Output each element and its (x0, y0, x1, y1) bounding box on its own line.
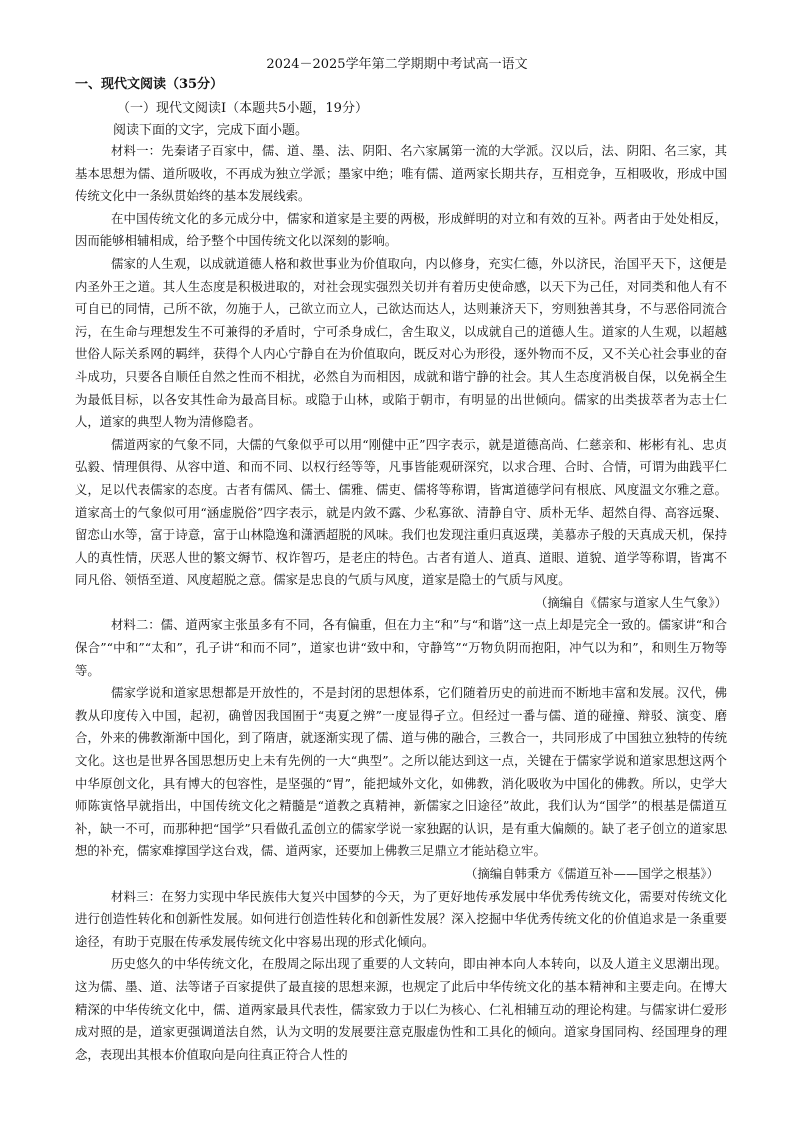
exam-title: 2024－2025学年第二学期期中考试高一语文 (266, 57, 528, 72)
subsection-heading: （一）现代文阅读Ⅰ（本题共5小题，19分） (117, 101, 368, 116)
material3-paragraph-2: 历史悠久的中华传统文化，在殷周之际出现了重要的人文转向，即由神本向人本转向，以及人道主义思潮出现。这为儒、墨、道、法等诸子百家提供了最直接的思想来源，也规定了此后中华传统文化的基本精神和主要走向。在博大精深的中华传统文化中，儒、道两家最具代表性，儒家致力于以仁为核心、仁礼相辅互动的理论构建。与儒家讲仁爱形成对照的是，道家更强调道法自然，认为文明的发展要注意克服虚伪性和工具化的倾向。道家身国同构、经国理身的理念，表现出其根本价值取向是向往真正符合人性的 (75, 956, 727, 1062)
section-heading: 一、现代文阅读（35分） (75, 77, 224, 92)
material1-paragraph-3: 儒家的人生观，以成就道德人格和救世事业为价值取向，内以修身，充实仁德，外以济民，治国平天下，这便是内圣外王之道。其人生态度是积极进取的，对社会现实强烈关切并有着历史使命感，以天下为己任，对同类和他人有不可自已的同情，己所不欲，勿施于人，己欲立而立人，己欲达而达人，达则兼济天下，穷则独善其身，不与恶俗同流合污，在生命与理想发生不可兼得的矛盾时，宁可杀身成仁，舍生取义，以成就自己的道德人生。道家的人生观，以超越世俗人际关系网的羁绊，获得个人内心宁静自在为价值取向，既反对心为形役，逐外物而不反，又不关心社会事业的奋斗成功，只要各自顺任自然之性而不相扰，必然自为而相因，成就和谐宁静的社会。其人生态度消极自保，以免祸全生为最低目标，以各安其性命为最高目标。或隐于山林，或陷于朝市，有明显的出世倾向。儒家的出类拔萃者为志士仁人，道家的典型人物为清修隐者。 (75, 255, 727, 430)
material1-source: （摘编自《儒家与道家人生气象》） (534, 594, 727, 610)
material2-source: （摘编自韩秉方《儒道互补——国学之根基》） (464, 866, 719, 881)
material1-paragraph-2: 在中国传统文化的多元成分中，儒家和道家是主要的两极，形成鲜明的对立和有效的互补。两者由于处处相反，因而能够相辅相成，给予整个中国传统文化以深刻的影响。 (75, 210, 727, 249)
passage-body (75, 140, 727, 1066)
reading-instruction: 阅读下面的文字，完成下面小题。 (113, 123, 309, 138)
material1-paragraph-4: 儒道两家的气象不同，大儒的气象似乎可以用“刚健中正”四字表示，就是道德高尚、仁慈亲和、彬彬有礼、忠贞弘毅、情理俱得、从容中道、和而不同、以权行经等等，凡事皆能观研深究，以求合理、合时、合情，可谓为曲践平仁义，足以代表儒家的态度。古者有儒风、儒士、儒雅、儒吏、儒将等称谓，皆寓道德学问有根底、风度温文尔雅之意。道家高士的气象似可用“涵虚脱俗”四字表示，就是内敛不露、少私寡欲、清静自守、质朴无华、超然自得、高容远聚、留恋山水等，富于诗意，富于山林隐逸和潇洒超脱的风味。我们也发现注重归真返璞，美慕赤子般的天真成天机，保持人的真性情，厌恶人世的繁文缛节、权诈智巧，是老庄的特色。古者有道人、道真、道眼、道貌、道学等称谓，皆寓不同凡俗、领悟至道、风度超脱之意。儒家是忠良的气质与风度，道家是隐士的气质与风度。 (75, 436, 727, 588)
material3-paragraph-1: 材料三：在努力实现中华民族伟大复兴中国梦的今天，为了更好地传承发展中华优秀传统文化，需要对传统文化进行创造性转化和创新性发展。如何进行创造性转化和创新性发展？深入挖掘中华优秀传统文化的价值追求是一条重要途径，有助于克服在传承发展传统文化中容易出现的形式化倾向。 (75, 888, 727, 949)
material2-paragraph-1: 材料二：儒、道两家主张虽多有不同，各有偏重，但在力主“和”与“和谐”这一点上却是完全一致的。儒家讲“和合保合”“中和”“太和”，孔子讲“和而不同”，道家也讲“致中和，守静笃”“万物负阴而抱阳，冲气以为和”，和则生万物等等。 (75, 617, 727, 678)
material1-paragraph-1: 材料一：先秦诸子百家中，儒、道、墨、法、阴阳、名六家属第一流的大学派。汉以后，法、阴阳、名三家，其基本思想为儒、道所吸收，不再成为独立学派；墨家中绝；唯有儒、道两家长期共存，互相竞争，互相吸收，形成中国传统文化中一条纵贯始终的基本发展线索。 (75, 143, 727, 204)
material2-paragraph-2: 儒家学说和道家思想都是开放性的，不是封闭的思想体系，它们随着历史的前进而不断地丰富和发展。汉代，佛教从印度传入中国，起初，确曾因我国囿于“夷夏之辨”一度显得孑立。但经过一番与儒、道的碰撞、辩驳、演变、磨合，外来的佛教渐渐中国化，到了隋唐，就逐渐实现了儒、道与佛的融合，三教合一，共同形成了中国独立独特的传统文化。这也是世界各国思想历史上未有先例的一大“典型”。之所以能达到这一点，关键在于儒家学说和道家思想这两个中华原创文化，具有博大的包容性，是坚强的“胃”，能把域外文化，如佛教，消化吸收为中国化的佛教。所以，史学大师陈寅恪早就指出，中国传统文化之精髓是“道教之真精神，新儒家之旧途径”故此，我们认为“国学”的根基是儒道互补，缺一不可，而那种把“国学”只看做孔孟创立的儒家学说一家独踞的认识，是有重大偏颇的。缺了老子创立的道家思想的补充，儒家难撑国学这台戏，儒、道两家，还要加上佛教三足鼎立才能站稳立牢。 (75, 685, 727, 859)
